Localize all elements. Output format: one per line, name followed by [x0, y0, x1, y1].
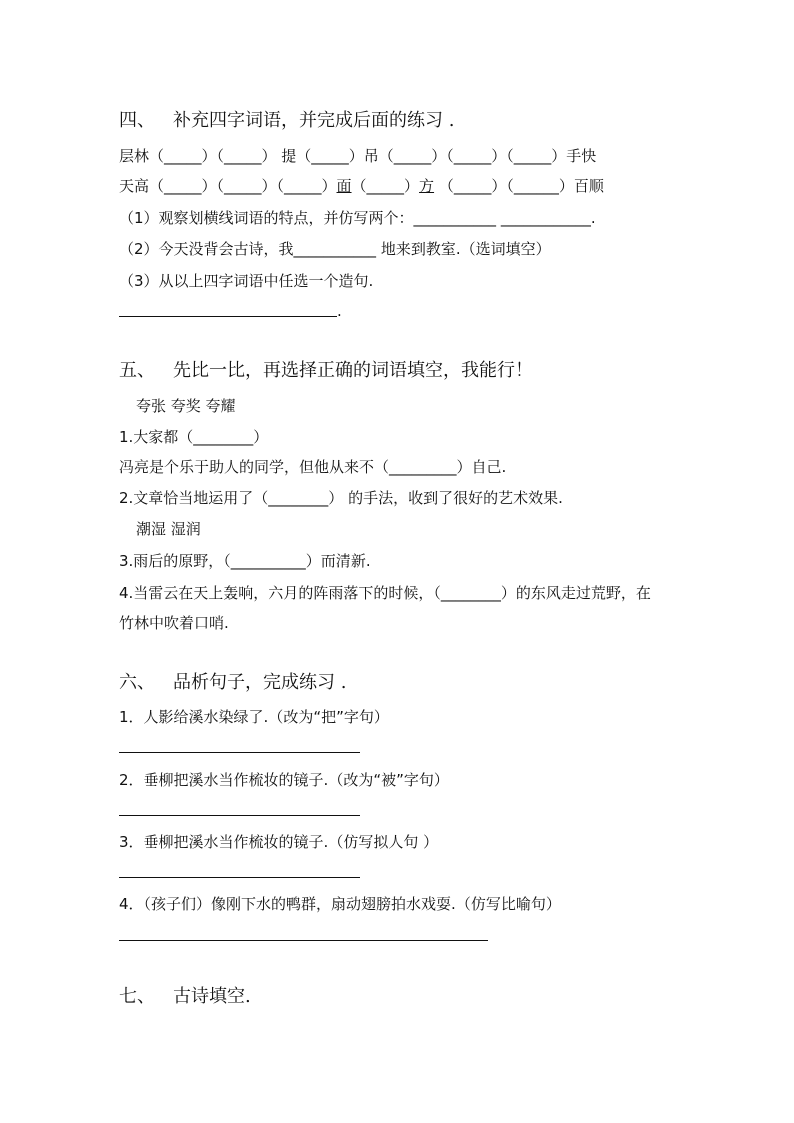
idiom-row-2-part-b: （_____）	[351, 177, 420, 195]
section-7-heading	[119, 982, 251, 1008]
answer-line[interactable]	[119, 815, 360, 816]
question-6-4: 4．（孩子们）像刚下水的鸭群，扇动翅膀拍水戏耍.（仿写比喻句）	[119, 895, 561, 913]
section-number: 七、	[119, 986, 155, 1007]
sentence-5-4-cont: 竹林中吹着口哨.	[119, 614, 229, 632]
sentence-5-1: 1.大家都（________）	[119, 428, 269, 446]
section-title: 品析句子，完成练习 .	[173, 672, 347, 693]
answer-line[interactable]	[119, 752, 360, 753]
idiom-row-2	[119, 175, 604, 196]
question-4-2: （2）今天没背会古诗，我___________ 地来到教室.（选词填空）	[119, 240, 551, 258]
idiom-row-2-part-a: 天高（_____）（_____）（_____）	[119, 177, 337, 195]
question-6-2: 2．垂柳把溪水当作梳妆的镜子.（改为“被”字句）	[119, 771, 449, 789]
underlined-char-fang: 方	[419, 177, 435, 195]
question-4-3: （3）从以上四字词语中任选一个造句.	[119, 272, 374, 290]
word-choices-1: 夸张 夸奖 夸耀	[136, 397, 236, 415]
sentence-5-3: 3.雨后的原野，（__________）而清新.	[119, 552, 371, 570]
section-title: 先比一比，再选择正确的词语填空，我能行！	[173, 360, 533, 381]
section-title: 古诗填空.	[173, 986, 251, 1007]
question-4-1: （1）观察划横线词语的特点，并仿写两个：___________ ____________.	[119, 209, 596, 227]
sentence-5-2: 2.文章恰当地运用了（________） 的手法，收到了很好的艺术效果.	[119, 489, 563, 507]
answer-line[interactable]	[119, 877, 360, 878]
answer-line-end: .	[337, 302, 342, 320]
question-6-3: 3．垂柳把溪水当作梳妆的镜子.（仿写拟人句 ）	[119, 833, 439, 851]
idiom-row-1: 层林（_____）（_____） 提（_____）吊（_____）（_____）（_____）手快	[119, 147, 597, 165]
section-4-heading	[119, 106, 454, 132]
answer-line[interactable]	[119, 316, 337, 317]
section-number: 四、	[119, 110, 155, 131]
sentence-5-1b: 冯亮是个乐于助人的同学，但他从来不（_________）自己.	[119, 458, 507, 476]
sentence-5-4: 4.当雷云在天上轰响，六月的阵雨落下的时候，（________）的东风走过荒野，在	[119, 584, 651, 602]
section-title: 补充四字词语，并完成后面的练习 .	[173, 110, 455, 131]
section-number: 六、	[119, 672, 155, 693]
section-6-heading	[119, 668, 346, 694]
question-6-1: 1．人影给溪水染绿了.（改为“把”字句）	[119, 708, 389, 726]
section-5-heading	[119, 356, 533, 382]
underlined-char-mian: 面	[336, 177, 352, 195]
idiom-row-2-part-c: （_____）（______）百顺	[434, 177, 604, 195]
answer-line[interactable]	[119, 940, 488, 941]
word-choices-2: 潮湿 湿润	[136, 520, 201, 538]
section-number: 五、	[119, 360, 155, 381]
